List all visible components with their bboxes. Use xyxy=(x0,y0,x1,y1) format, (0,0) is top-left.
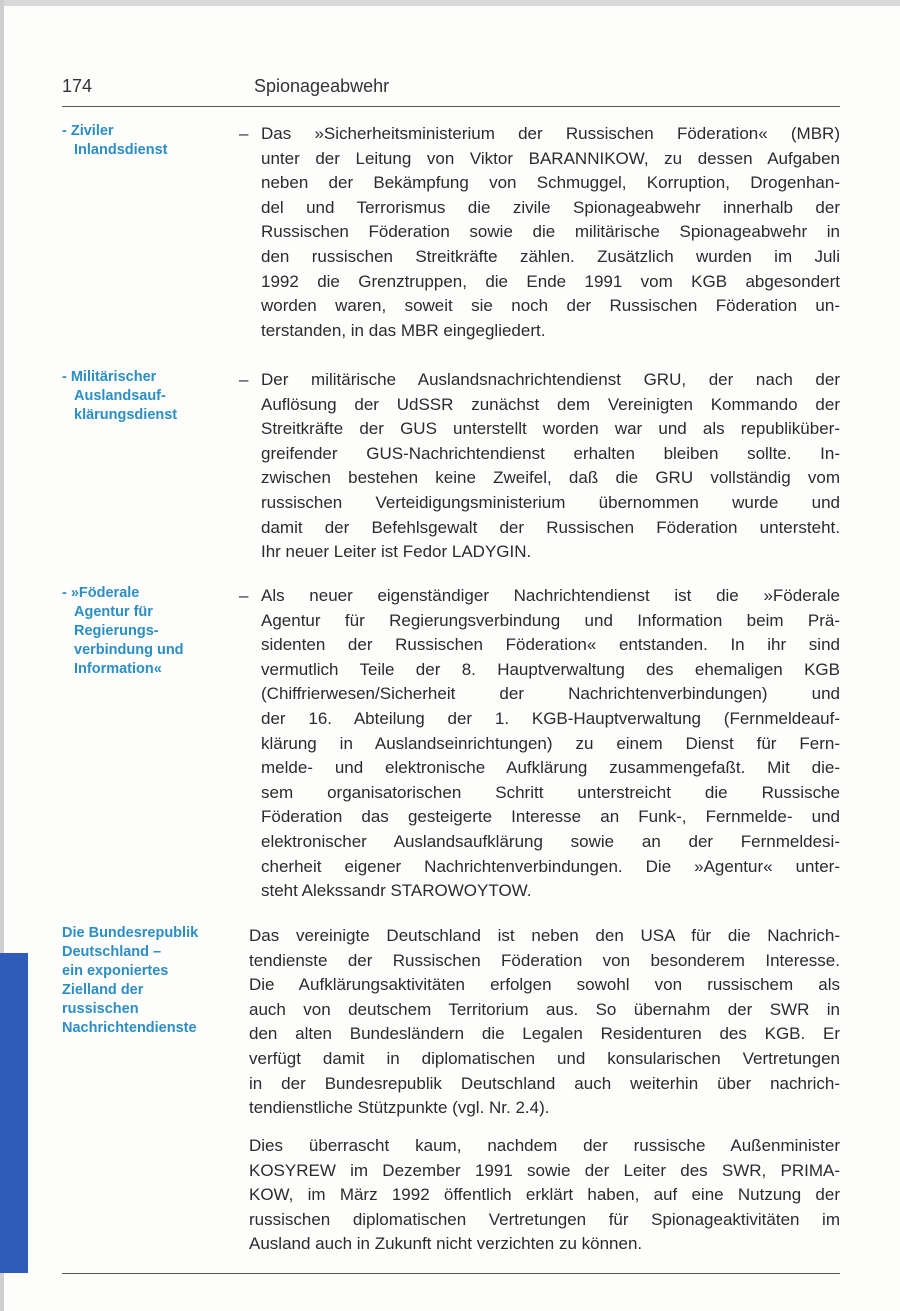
margin-heading-line: Regierungs- xyxy=(74,623,159,639)
running-head: Spionageabwehr xyxy=(254,76,390,96)
page-header xyxy=(62,74,840,107)
text-line: Der militärische Auslandsnachrichtendienst GRU, der nach der xyxy=(261,370,840,389)
margin-heading-line: klärungsdienst xyxy=(74,407,178,423)
text-line: russischen Verteidigungsministerium übernommen wurde und xyxy=(261,492,840,512)
text-line: Streitkräfte der GUS unterstellt worden war und als republiküber- xyxy=(261,419,840,439)
text-line: in der Bundesrepublik Deutschland auch weiterhin über nachrich- xyxy=(249,1073,840,1093)
text-line: worden waren, soweit sie noch der Russischen Föderation un- xyxy=(261,296,840,316)
margin-heading-line: Zielland der xyxy=(62,982,144,998)
text-line: KOW, im März 1992 öffentlich erklärt haben, auf eine Nutzung der xyxy=(249,1185,840,1205)
paragraph xyxy=(239,122,840,343)
list-dash: – xyxy=(239,586,249,605)
text-line: tendienste der Russischen Föderation von besonderem Interesse. xyxy=(249,950,840,970)
text-line: klärung in Auslandseinrichtungen) zu einem Dienst für Fern- xyxy=(261,733,840,753)
margin-heading-line: Information« xyxy=(74,661,162,677)
text-line: Als neuer eigenständiger Nachrichtendienst ist die »Föderale xyxy=(261,586,840,605)
text-line: Auflösung der UdSSR zunächst dem Vereinigten Kommando der xyxy=(261,394,840,414)
chapter-tab-marker xyxy=(0,953,28,1273)
text-line: russischen diplomatischen Vertretungen für Spionageaktivitäten im xyxy=(249,1209,840,1229)
margin-heading xyxy=(62,368,242,425)
list-dash: – xyxy=(239,124,249,143)
margin-heading-line: Auslandsauf- xyxy=(74,388,166,404)
text-line: auch von deutschem Territorium aus. So übernahm der SWR in xyxy=(249,999,840,1019)
margin-heading-line: verbindung und xyxy=(74,642,184,658)
text-line: 1992 die Grenztruppen, die Ende 1991 vom KGB abgesondert xyxy=(261,271,840,291)
margin-heading-line: Agentur für xyxy=(74,604,153,620)
text-line: terstanden, in das MBR eingegliedert. xyxy=(261,320,546,340)
text-line: verfügt damit in diplomatischen und konsularischen Vertretungen xyxy=(249,1048,840,1068)
scan-top-edge xyxy=(0,0,900,6)
text-line: sem organisatorischen Schritt unterstreicht die Russische xyxy=(261,782,840,802)
text-line: KOSYREW im Dezember 1991 sowie der Leiter des SWR, PRIMA- xyxy=(249,1160,840,1180)
text-line: vermutlich Teile der 8. Hauptverwaltung des ehemaligen KGB xyxy=(261,659,840,679)
text-line: melde- und elektronische Aufklärung zusammengefaßt. Mit die- xyxy=(261,758,840,778)
page-number: 174 xyxy=(62,76,93,96)
paragraph xyxy=(249,1134,840,1257)
margin-heading-line: Nachrichtendienste xyxy=(62,1020,197,1036)
text-line: der 16. Abteilung der 1. KGB-Hauptverwaltung (Fernmeldeauf- xyxy=(261,708,840,728)
margin-heading xyxy=(62,122,242,160)
margin-heading-line: Deutschland – xyxy=(62,944,162,960)
text-line: cherheit eigener Nachrichtenverbindungen. Die »Agentur« unter- xyxy=(261,856,840,876)
text-line: Das »Sicherheitsministerium der Russischen Föderation« (MBR) xyxy=(261,124,840,143)
text-line: den russischen Streitkräfte zählen. Zusätzlich wurden im Juli xyxy=(261,246,840,266)
text-line: del und Terrorismus die zivile Spionageabwehr innerhalb der xyxy=(261,197,840,217)
paragraph xyxy=(239,584,840,904)
text-line: damit der Befehlsgewalt der Russischen Föderation untersteht. xyxy=(261,517,840,537)
text-line: Föderation das gesteigerte Interesse an Funk-, Fernmelde- und xyxy=(261,807,840,827)
text-line: Die Aufklärungsaktivitäten erfolgen sowohl von russischem als xyxy=(249,975,840,995)
text-line: Ausland auch in Zukunft nicht verzichten zu können. xyxy=(249,1234,643,1254)
footer-rule xyxy=(62,1273,840,1274)
text-line: zwischen bestehen keine Zweifel, daß die GRU vollständig vom xyxy=(261,468,840,488)
paragraph xyxy=(249,924,840,1121)
text-line: greifender GUS-Nachrichtendienst erhalten bleiben sollte. In- xyxy=(261,443,840,463)
paragraph xyxy=(239,368,840,565)
text-line: sidenten der Russischen Föderation« entstanden. In ihr sind xyxy=(261,635,840,655)
margin-heading-line: - Ziviler xyxy=(62,123,114,139)
text-line: elektronischer Auslandsaufklärung sowie an der Fernmeldesi- xyxy=(261,831,840,851)
text-line: unter der Leitung von Viktor BARANNIKOW, zu dessen Aufgaben xyxy=(261,148,840,168)
text-line: Agentur für Regierungsverbindung und Information beim Prä- xyxy=(261,610,840,630)
margin-heading-line: Die Bundesrepublik xyxy=(62,925,199,941)
margin-heading-line: - »Föderale xyxy=(62,585,140,601)
text-line: tendienstliche Stützpunkte (vgl. Nr. 2.4). xyxy=(249,1098,550,1118)
margin-heading-line: - Militärischer xyxy=(62,369,157,385)
margin-heading-line: ein exponiertes xyxy=(62,963,169,979)
list-dash: – xyxy=(239,370,249,389)
text-line: Dies überrascht kaum, nachdem der russische Außenminister xyxy=(249,1136,840,1155)
margin-heading-line: Inlandsdienst xyxy=(74,142,168,158)
text-line: neben der Bekämpfung von Schmuggel, Korruption, Drogenhan- xyxy=(261,173,840,193)
text-line: steht Alekssandr STAROWOYTOW. xyxy=(261,881,532,901)
margin-heading-line: russischen xyxy=(62,1001,139,1017)
text-line: den alten Bundesländern die Legalen Residenturen des KGB. Er xyxy=(249,1024,840,1044)
text-line: Ihr neuer Leiter ist Fedor LADYGIN. xyxy=(261,542,532,562)
text-line: Das vereinigte Deutschland ist neben den USA für die Nachrich- xyxy=(249,926,840,945)
margin-heading xyxy=(62,584,242,679)
margin-heading xyxy=(62,924,242,1038)
text-line: (Chiffrierwesen/Sicherheit der Nachrichtenverbindungen) und xyxy=(261,684,840,704)
text-line: Russischen Föderation sowie die militärische Spionageabwehr in xyxy=(261,222,840,242)
